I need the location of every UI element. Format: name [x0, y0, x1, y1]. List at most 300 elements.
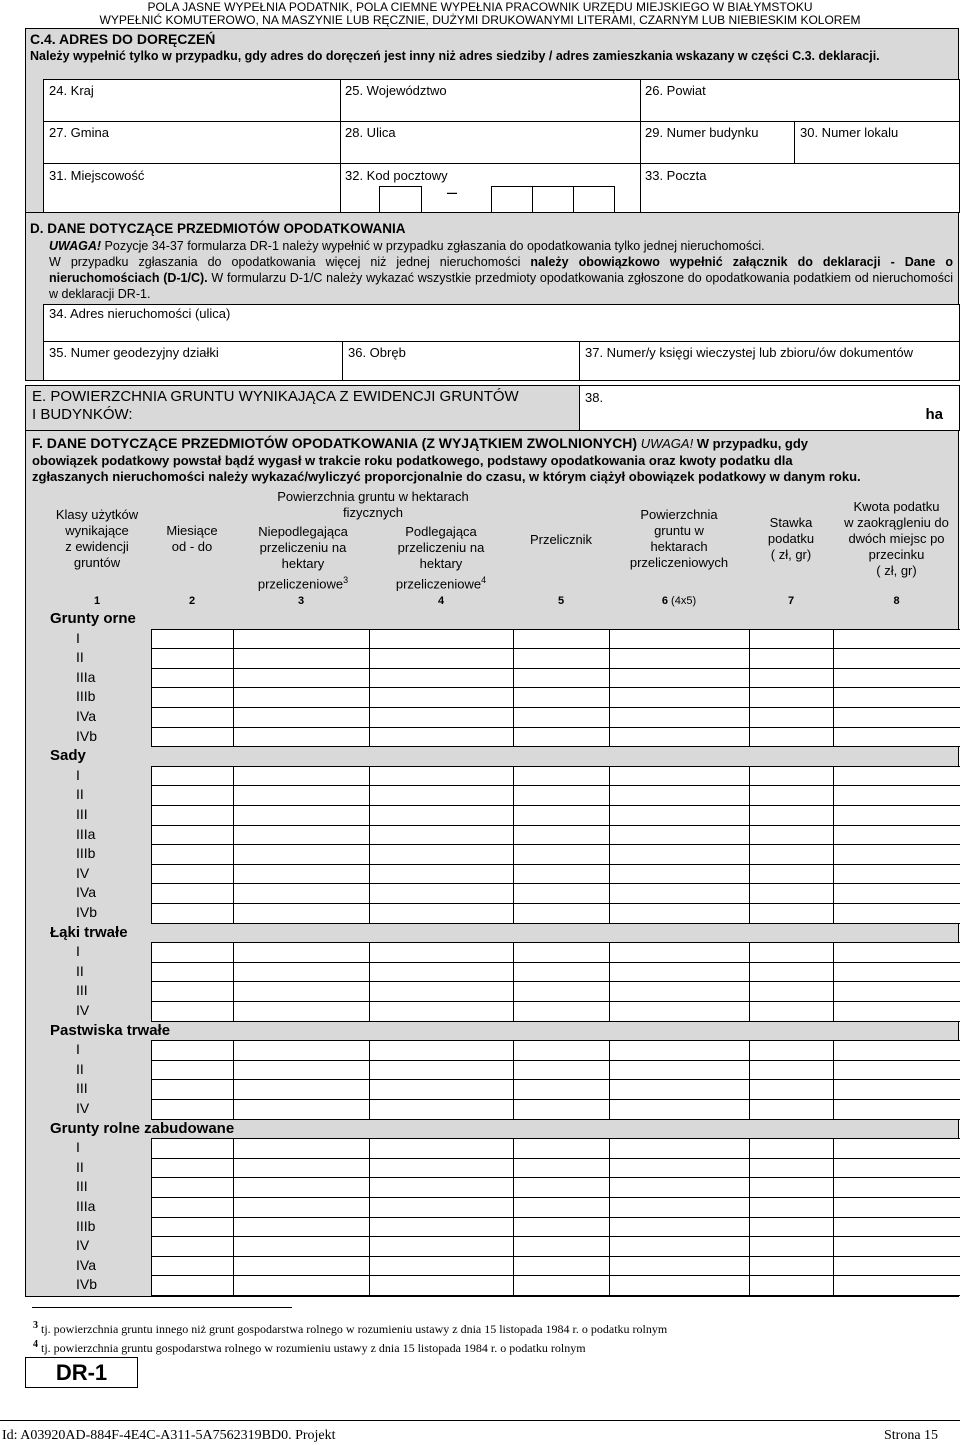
land-class-label: IIIa [76, 668, 96, 685]
input-cell-col3[interactable] [233, 1197, 370, 1218]
input-cell-col5[interactable] [513, 629, 610, 650]
input-cell-col7[interactable] [749, 864, 834, 885]
field-28-street[interactable] [340, 121, 641, 164]
input-cell-col2[interactable] [151, 805, 234, 826]
input-cell-col7[interactable] [749, 648, 834, 669]
input-cell-col5[interactable] [513, 1001, 610, 1022]
input-cell-col3[interactable] [233, 1236, 370, 1257]
land-class-label: IIIb [76, 845, 96, 862]
land-category-heading: Sady [50, 747, 86, 765]
input-cell-col8[interactable] [833, 1001, 960, 1022]
input-cell-col2[interactable] [151, 687, 234, 708]
input-cell-col7[interactable] [749, 1236, 834, 1257]
land-class-label: IV [76, 1100, 90, 1116]
form-code-box [25, 1357, 138, 1388]
input-cell-col7[interactable] [749, 962, 834, 983]
input-cell-col2[interactable] [151, 1236, 234, 1257]
input-cell-col4[interactable] [369, 1197, 514, 1218]
field-29-label: 29. Numer budynku [645, 125, 759, 140]
col-number-5: 5 [557, 595, 565, 607]
input-cell-col7[interactable] [749, 727, 834, 748]
input-cell-col7[interactable] [749, 825, 834, 846]
input-cell-col5[interactable] [513, 1256, 610, 1277]
input-cell-col6[interactable] [609, 1197, 750, 1218]
input-cell-col5[interactable] [513, 668, 610, 689]
input-cell-col6[interactable] [609, 1275, 750, 1296]
input-cell-col4[interactable] [369, 1040, 514, 1061]
input-cell-col3[interactable] [233, 648, 370, 669]
field-34-label: 34. Adres nieruchomości (ulica) [49, 306, 231, 321]
input-cell-col8[interactable] [833, 1060, 960, 1081]
input-cell-col3[interactable] [233, 825, 370, 846]
field-26-label: 26. Powiat [645, 83, 706, 98]
field-31-locality[interactable] [43, 163, 341, 213]
input-cell-col6[interactable] [609, 1256, 750, 1277]
input-cell-col7[interactable] [749, 629, 834, 650]
land-class-label: IVa [76, 708, 96, 724]
field-27-commune[interactable] [43, 121, 341, 164]
input-cell-col6[interactable] [609, 1040, 750, 1061]
input-cell-col2[interactable] [151, 825, 234, 846]
input-cell-col4[interactable] [369, 1256, 514, 1277]
input-cell-col2[interactable] [151, 962, 234, 983]
input-cell-col8[interactable] [833, 1040, 960, 1061]
input-cell-col2[interactable] [151, 1138, 234, 1159]
input-cell-col5[interactable] [513, 687, 610, 708]
input-cell-col2[interactable] [151, 864, 234, 885]
input-cell-col3[interactable] [233, 687, 370, 708]
section-e-title-2: I BUDYNKÓW: [32, 406, 133, 423]
land-class-label: IIIb [76, 1217, 96, 1234]
input-cell-col8[interactable] [833, 766, 960, 787]
input-cell-col6[interactable] [609, 1158, 750, 1179]
input-cell-col8[interactable] [833, 687, 960, 708]
section-c4-title: C.4. ADRES DO DORĘCZEŃ [30, 31, 216, 47]
input-cell-col6[interactable] [609, 981, 750, 1002]
field-38-label: 38. [585, 390, 604, 405]
input-cell-col4[interactable] [369, 785, 514, 806]
section-f [25, 430, 959, 1297]
input-cell-col6[interactable] [609, 1060, 750, 1081]
input-cell-col2[interactable] [151, 981, 234, 1002]
section-f-note-1: W przypadku, gdy [693, 436, 809, 451]
land-class-label: II [76, 962, 84, 979]
input-cell-col2[interactable] [151, 903, 234, 924]
col4-header: Podlegająca przeliczeniu na hektary przeliczeniowe$^4$ [395, 524, 487, 592]
input-cell-col3[interactable] [233, 1158, 370, 1179]
col-number-6: 6 (4x5) [661, 595, 697, 607]
section-f-uwaga: UWAGA! [637, 436, 694, 451]
land-class-label: II [76, 1158, 84, 1175]
section-d-note-2c: W formularzu D-1/C należy wykazać wszystkie przedmioty opodatkowania zgłoszone do opodatkowania podatkiem od nieruchomości w deklaracji DR-1. [49, 271, 953, 301]
input-cell-col5[interactable] [513, 707, 610, 728]
input-cell-col8[interactable] [833, 1236, 960, 1257]
input-cell-col4[interactable] [369, 1217, 514, 1238]
field-30-label: 30. Numer lokalu [800, 125, 899, 140]
col-group-header: Powierzchnia gruntu w hektarach fizycznych [277, 489, 469, 520]
input-cell-col8[interactable] [833, 1197, 960, 1218]
form-code: DR-1 [55, 1360, 108, 1385]
input-cell-col2[interactable] [151, 668, 234, 689]
input-cell-col5[interactable] [513, 844, 610, 865]
input-cell-col2[interactable] [151, 1158, 234, 1179]
input-cell-col4[interactable] [369, 1158, 514, 1179]
input-cell-col5[interactable] [513, 883, 610, 904]
col3-header: Niepodlegająca przeliczeniu na hektary przeliczeniowe$^3$ [257, 524, 349, 592]
input-cell-col6[interactable] [609, 825, 750, 846]
input-cell-col2[interactable] [151, 1256, 234, 1277]
input-cell-col3[interactable] [233, 1079, 370, 1100]
input-cell-col8[interactable] [833, 1079, 960, 1100]
input-cell-col2[interactable] [151, 707, 234, 728]
input-cell-col3[interactable] [233, 805, 370, 826]
input-cell-col8[interactable] [833, 1099, 960, 1120]
input-cell-col7[interactable] [749, 785, 834, 806]
section-f-note-3: zgłaszanych nieruchomości należy wykazać/wyliczyć proporcjonalnie do czasu, w którym ciążył obowiązek podatkowy w danym roku. [32, 469, 861, 484]
input-cell-col2[interactable] [151, 785, 234, 806]
input-cell-col3[interactable] [233, 942, 370, 963]
input-cell-col3[interactable] [233, 1177, 370, 1198]
input-cell-col4[interactable] [369, 1060, 514, 1081]
land-class-label: III [76, 982, 88, 999]
input-cell-col6[interactable] [609, 883, 750, 904]
input-cell-col6[interactable] [609, 1236, 750, 1257]
field-36-label: 36. Obręb [348, 345, 406, 360]
field-32-postal-code[interactable] [340, 163, 641, 213]
input-cell-col6[interactable] [609, 707, 750, 728]
input-cell-col6[interactable] [609, 1217, 750, 1238]
input-cell-col4[interactable] [369, 1001, 514, 1022]
input-cell-col5[interactable] [513, 648, 610, 669]
input-cell-col4[interactable] [369, 825, 514, 846]
input-cell-col2[interactable] [151, 942, 234, 963]
col-number-4: 4 [437, 595, 445, 607]
input-cell-col3[interactable] [233, 1217, 370, 1238]
input-cell-col6[interactable] [609, 766, 750, 787]
input-cell-col7[interactable] [749, 805, 834, 826]
footer-divider [0, 1420, 960, 1421]
field-37-label: 37. Numer/y księgi wieczystej lub zbioru/ów dokumentów [585, 345, 914, 360]
input-cell-col8[interactable] [833, 727, 960, 748]
land-class-label: IIIb [76, 688, 96, 705]
land-class-label: I [76, 766, 80, 783]
field-25-voivodeship[interactable] [340, 79, 641, 122]
input-cell-col6[interactable] [609, 942, 750, 963]
input-cell-col8[interactable] [833, 668, 960, 689]
input-cell-col6[interactable] [609, 805, 750, 826]
input-cell-col5[interactable] [513, 766, 610, 787]
f-table-body [43, 609, 960, 1297]
input-cell-col3[interactable] [233, 1040, 370, 1061]
input-cell-col7[interactable] [749, 1040, 834, 1061]
input-cell-col2[interactable] [151, 883, 234, 904]
input-cell-col4[interactable] [369, 981, 514, 1002]
input-cell-col3[interactable] [233, 766, 370, 787]
input-cell-col5[interactable] [513, 962, 610, 983]
input-cell-col3[interactable] [233, 1275, 370, 1296]
input-cell-col3[interactable] [233, 1060, 370, 1081]
input-cell-col8[interactable] [833, 981, 960, 1002]
input-cell-col6[interactable] [609, 629, 750, 650]
input-cell-col4[interactable] [369, 805, 514, 826]
input-cell-col8[interactable] [833, 707, 960, 728]
input-cell-col2[interactable] [151, 1217, 234, 1238]
input-cell-col3[interactable] [233, 883, 370, 904]
input-cell-col5[interactable] [513, 1079, 610, 1100]
input-cell-col8[interactable] [833, 962, 960, 983]
input-cell-col2[interactable] [151, 1060, 234, 1081]
input-cell-col2[interactable] [151, 1001, 234, 1022]
header-line-1: POLA JASNE WYPEŁNIA PODATNIK, POLA CIEMNE WYPEŁNIA PRACOWNIK URZĘDU MIEJSKIEGO W BIAŁYMSTOKU [147, 0, 813, 14]
input-cell-col8[interactable] [833, 1256, 960, 1277]
col7-header: Stawka podatku ( zł, gr) [767, 515, 815, 562]
land-class-label: I [76, 1041, 80, 1058]
field-33-label: 33. Poczta [645, 168, 707, 183]
input-cell-col8[interactable] [833, 1158, 960, 1179]
input-cell-col4[interactable] [369, 844, 514, 865]
input-cell-col6[interactable] [609, 1099, 750, 1120]
input-cell-col8[interactable] [833, 1138, 960, 1159]
land-class-label: IVb [76, 904, 98, 920]
input-cell-col3[interactable] [233, 1001, 370, 1022]
input-cell-col4[interactable] [369, 1099, 514, 1120]
col-number-7: 7 [787, 595, 795, 607]
input-cell-col6[interactable] [609, 648, 750, 669]
input-cell-col8[interactable] [833, 805, 960, 826]
land-class-label: II [76, 786, 84, 803]
input-cell-col3[interactable] [233, 981, 370, 1002]
input-cell-col7[interactable] [749, 1158, 834, 1179]
col5-header: Przelicznik [529, 532, 593, 547]
input-cell-col5[interactable] [513, 1275, 610, 1296]
input-cell-col4[interactable] [369, 707, 514, 728]
input-cell-col2[interactable] [151, 727, 234, 748]
section-d-note-2b: należy obowiązkowo wypełnić załącznik do deklaracji - Dane o nieruchomościach (D-1/C). [49, 255, 953, 285]
input-cell-col2[interactable] [151, 844, 234, 865]
input-cell-col5[interactable] [513, 1177, 610, 1198]
field-35-parcel-number[interactable] [43, 341, 343, 381]
input-cell-col6[interactable] [609, 1079, 750, 1100]
input-cell-col3[interactable] [233, 785, 370, 806]
input-cell-col7[interactable] [749, 1177, 834, 1198]
input-cell-col5[interactable] [513, 981, 610, 1002]
land-class-label: IV [76, 1002, 90, 1018]
input-cell-col7[interactable] [749, 1138, 834, 1159]
footer-page: Strona 15 [884, 1428, 939, 1443]
input-cell-col4[interactable] [369, 1236, 514, 1257]
input-cell-col5[interactable] [513, 1236, 610, 1257]
land-category-heading: Łąki trwałe [50, 923, 128, 941]
input-cell-col6[interactable] [609, 844, 750, 865]
land-class-label: III [76, 1080, 88, 1097]
input-cell-col2[interactable] [151, 766, 234, 787]
input-cell-col8[interactable] [833, 864, 960, 885]
input-cell-col5[interactable] [513, 727, 610, 748]
input-cell-col5[interactable] [513, 942, 610, 963]
input-cell-col4[interactable] [369, 883, 514, 904]
field-38-area[interactable] [579, 385, 960, 431]
field-33-post-office[interactable] [640, 163, 960, 213]
input-cell-col5[interactable] [513, 1197, 610, 1218]
input-cell-col5[interactable] [513, 785, 610, 806]
input-cell-col7[interactable] [749, 668, 834, 689]
input-cell-col5[interactable] [513, 1060, 610, 1081]
col-number-8: 8 [893, 595, 900, 607]
section-f-note-2: obowiązek podatkowy powstał bądź wygasł w trakcie roku podatkowego, podstawy opodatkowania oraz kwoty podatku dla [32, 452, 793, 468]
input-cell-col6[interactable] [609, 727, 750, 748]
input-cell-col4[interactable] [369, 766, 514, 787]
land-category-heading: Pastwiska trwałe [50, 1021, 171, 1039]
field-29-building-number[interactable] [640, 121, 795, 164]
input-cell-col7[interactable] [749, 844, 834, 865]
input-cell-col5[interactable] [513, 1217, 610, 1238]
input-cell-col2[interactable] [151, 1099, 234, 1120]
input-cell-col8[interactable] [833, 785, 960, 806]
field-34-property-address[interactable] [43, 304, 960, 342]
input-cell-col2[interactable] [151, 648, 234, 669]
input-cell-col4[interactable] [369, 1177, 514, 1198]
input-cell-col4[interactable] [369, 1079, 514, 1100]
col2-header: Miesiące od - do [166, 523, 218, 554]
input-cell-col7[interactable] [749, 687, 834, 708]
input-cell-col4[interactable] [369, 1138, 514, 1159]
input-cell-col4[interactable] [369, 629, 514, 650]
input-cell-col6[interactable] [609, 962, 750, 983]
field-35-label: 35. Numer geodezyjny działki [49, 345, 219, 360]
input-cell-col5[interactable] [513, 864, 610, 885]
input-cell-col6[interactable] [609, 1001, 750, 1022]
input-cell-col7[interactable] [749, 1079, 834, 1100]
input-cell-col7[interactable] [749, 1099, 834, 1120]
section-c4 [25, 28, 959, 213]
land-class-label: II [76, 649, 84, 666]
input-cell-col5[interactable] [513, 1138, 610, 1159]
land-class-label: II [76, 1060, 84, 1077]
input-cell-col6[interactable] [609, 1138, 750, 1159]
input-cell-col8[interactable] [833, 648, 960, 669]
input-cell-col7[interactable] [749, 1001, 834, 1022]
land-class-label: IVa [76, 1256, 96, 1273]
input-cell-col3[interactable] [233, 1099, 370, 1120]
input-cell-col5[interactable] [513, 805, 610, 826]
field-26-county[interactable] [640, 79, 960, 122]
field-32-label: 32. Kod pocztowy [345, 168, 448, 183]
input-cell-col3[interactable] [233, 707, 370, 728]
input-cell-col5[interactable] [513, 1040, 610, 1061]
input-cell-col3[interactable] [233, 727, 370, 748]
input-cell-col4[interactable] [369, 1275, 514, 1296]
input-cell-col4[interactable] [369, 903, 514, 924]
input-cell-col3[interactable] [233, 844, 370, 865]
input-cell-col5[interactable] [513, 825, 610, 846]
input-cell-col5[interactable] [513, 1158, 610, 1179]
input-cell-col5[interactable] [513, 903, 610, 924]
input-cell-col2[interactable] [151, 629, 234, 650]
section-d-note [49, 238, 953, 302]
input-cell-col4[interactable] [369, 648, 514, 669]
land-class-label: IIIa [76, 1198, 96, 1214]
input-cell-col7[interactable] [749, 1256, 834, 1277]
input-cell-col8[interactable] [833, 883, 960, 904]
input-cell-col2[interactable] [151, 1040, 234, 1061]
input-cell-col8[interactable] [833, 1177, 960, 1198]
f-table-header [43, 487, 960, 593]
input-cell-col4[interactable] [369, 942, 514, 963]
input-cell-col4[interactable] [369, 668, 514, 689]
input-cell-col2[interactable] [151, 1197, 234, 1218]
input-cell-col8[interactable] [833, 629, 960, 650]
land-class-label: I [76, 629, 80, 646]
input-cell-col3[interactable] [233, 864, 370, 885]
input-cell-col6[interactable] [609, 864, 750, 885]
input-cell-col3[interactable] [233, 903, 370, 924]
input-cell-col7[interactable] [749, 707, 834, 728]
input-cell-col6[interactable] [609, 687, 750, 708]
input-cell-col2[interactable] [151, 1079, 234, 1100]
input-cell-col7[interactable] [749, 1217, 834, 1238]
land-category-heading: Grunty orne [50, 610, 136, 627]
input-cell-col3[interactable] [233, 1138, 370, 1159]
land-class-label: IIIa [76, 825, 96, 842]
input-cell-col7[interactable] [749, 766, 834, 787]
input-cell-col8[interactable] [833, 825, 960, 846]
footnote-3: $^3$ tj. powierzchnia gruntu innego niż grunt gospodarstwa rolnego w rozumieniu ustawy z dnia 15 listopada 1984 r. o podatku rolnym [33, 1320, 668, 1336]
col-number-3: 3 [297, 595, 305, 607]
land-class-label: I [76, 943, 80, 960]
input-cell-col3[interactable] [233, 668, 370, 689]
input-cell-col6[interactable] [609, 785, 750, 806]
input-cell-col8[interactable] [833, 844, 960, 865]
input-cell-col5[interactable] [513, 1099, 610, 1120]
field-36-precinct[interactable] [342, 341, 580, 381]
input-cell-col7[interactable] [749, 883, 834, 904]
input-cell-col7[interactable] [749, 981, 834, 1002]
input-cell-col8[interactable] [833, 1217, 960, 1238]
input-cell-col7[interactable] [749, 903, 834, 924]
field-30-apartment-number[interactable] [794, 121, 960, 164]
input-cell-col7[interactable] [749, 1197, 834, 1218]
input-cell-col4[interactable] [369, 864, 514, 885]
section-d [25, 212, 959, 381]
input-cell-col4[interactable] [369, 687, 514, 708]
input-cell-col7[interactable] [749, 1060, 834, 1081]
field-27-label: 27. Gmina [49, 125, 109, 140]
f-table-number-row [43, 593, 960, 609]
input-cell-col4[interactable] [369, 727, 514, 748]
input-cell-col3[interactable] [233, 1256, 370, 1277]
input-cell-col7[interactable] [749, 942, 834, 963]
col1-header: Klasy użytków wynikające z ewidencji gruntów [55, 507, 139, 570]
land-class-label: III [76, 1178, 88, 1195]
input-cell-col6[interactable] [609, 668, 750, 689]
input-cell-col6[interactable] [609, 903, 750, 924]
input-cell-col4[interactable] [369, 962, 514, 983]
col8-header: Kwota podatku w zaokrągleniu do dwóch miejsc po przecinku ( zł, gr) [844, 499, 949, 578]
input-cell-col2[interactable] [151, 1275, 234, 1296]
input-cell-col8[interactable] [833, 942, 960, 963]
input-cell-col2[interactable] [151, 1177, 234, 1198]
input-cell-col6[interactable] [609, 1177, 750, 1198]
input-cell-col3[interactable] [233, 629, 370, 650]
input-cell-col7[interactable] [749, 1275, 834, 1296]
field-37-land-register[interactable] [579, 341, 960, 381]
land-class-label: IV [76, 864, 90, 881]
input-cell-col8[interactable] [833, 1275, 960, 1296]
input-cell-col8[interactable] [833, 903, 960, 924]
field-24-country[interactable] [43, 79, 341, 122]
input-cell-col3[interactable] [233, 962, 370, 983]
section-f-intro [32, 435, 957, 486]
